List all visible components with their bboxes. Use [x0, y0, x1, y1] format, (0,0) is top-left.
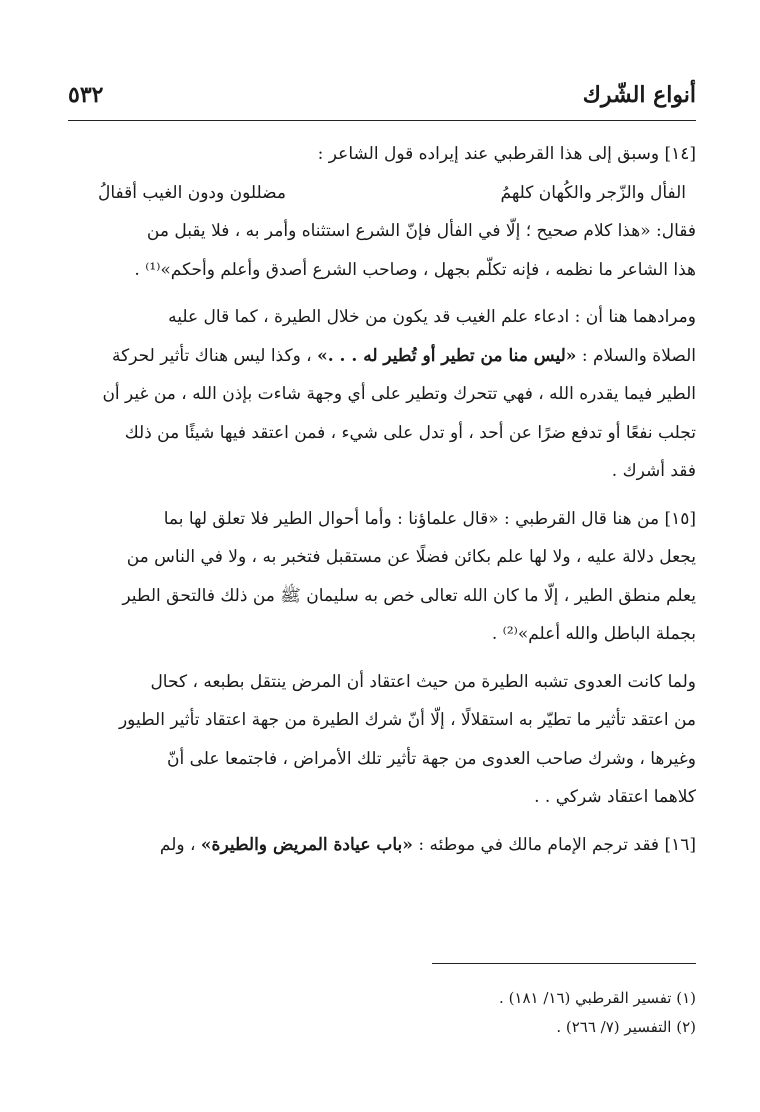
text-line: تجلب نفعًا أو تدفع ضرًا عن أحد ، أو تدل على شيء ، فمن اعتقد فيها شيئًا من ذلك — [124, 422, 696, 443]
book-page — [68, 0, 696, 1112]
hadith-quote: «ليس منا من تطير أو تُطير له . . .» — [317, 345, 577, 366]
text-fragment: [١٦] فقد ترجم الإمام مالك في موطئه : — [418, 834, 696, 855]
text-line: وغيرها ، وشرك صاحب العدوى من جهة تأثير تلك الأمراض ، فاجتمعا على أنّ — [166, 748, 696, 769]
running-title: أنواع الشّرك — [582, 82, 696, 108]
page-number: ٥٣٢ — [68, 82, 104, 108]
text-fragment: ، ولم — [159, 834, 196, 855]
text-line: بجملة الباطل والله أعلم»⁽²⁾ . — [491, 624, 696, 644]
footnote-2: (٢) التفسير (٧/ ٢٦٦) . — [556, 1018, 696, 1036]
text-line — [68, 826, 696, 865]
verse-second-hemistich: مضللون ودون الغيب أقفالُ — [98, 182, 286, 203]
main-text — [68, 135, 696, 864]
header-rule — [68, 120, 696, 121]
text-line: يعلم منطق الطير ، إلّا ما كان الله تعالى خص به سليمان ﷺ من ذلك فالتحق الطير — [122, 585, 696, 606]
poem-verse — [68, 174, 696, 213]
text-line: ومرادهما هنا أن : ادعاء علم الغيب قد يكون من خلال الطيرة ، كما قال عليه — [168, 307, 696, 327]
text-line: كلاهما اعتقاد شركي . . — [534, 787, 696, 807]
footnote-1: (١) تفسير القرطبي (١٦/ ١٨١) . — [499, 989, 696, 1007]
text-fragment: ، وكذا ليس هناك تأثير لحركة — [112, 345, 312, 366]
paragraph-14-intro: [١٤] وسبق إلى هذا القرطبي عند إيراده قول الشاعر : — [317, 144, 696, 164]
text-line: الطير فيما يقدره الله ، فهي تتحرك وتطير على أي وجهة شاءت بإذن الله ، من غير أن — [102, 384, 696, 404]
footnote-rule — [432, 963, 696, 964]
page-header — [68, 78, 696, 112]
text-line — [68, 337, 696, 376]
text-line: فقد أشرك . — [611, 461, 696, 481]
text-line: هذا الشاعر ما نظمه ، فإنه تكلّم بجهل ، وصاحب الشرع أصدق وأعلم وأحكم»⁽¹⁾ . — [134, 259, 696, 280]
text-line: فقال: «هذا كلام صحيح ؛ إلّا في الفأل فإنّ الشرع استثناه وأمر به ، فلا يقبل من — [146, 221, 696, 241]
text-fragment: الصلاة والسلام : — [581, 345, 696, 366]
text-line: [١٥] من هنا قال القرطبي : «قال علماؤنا : وأما أحوال الطير فلا تعلق لها بما — [163, 508, 696, 529]
chapter-title-quote: «باب عيادة المريض والطيرة» — [200, 834, 413, 855]
text-line: من اعتقد تأثير ما تطيّر به استقلالًا ، إلّا أنّ شرك الطيرة من جهة اعتقاد تأثير الطيور — [118, 710, 696, 730]
text-line: يجعل دلالة عليه ، ولا لها علم بكائن فضلًا عن مستقبل فتخبر به ، ولا في الناس من — [126, 547, 696, 567]
text-line: ولما كانت العدوى تشبه الطيرة من حيث اعتقاد أن المرض ينتقل بطبعه ، كحال — [150, 671, 696, 692]
footnotes — [68, 984, 696, 1042]
verse-first-hemistich: الفأل والزّجر والكُهان كلهمُ — [500, 182, 686, 203]
